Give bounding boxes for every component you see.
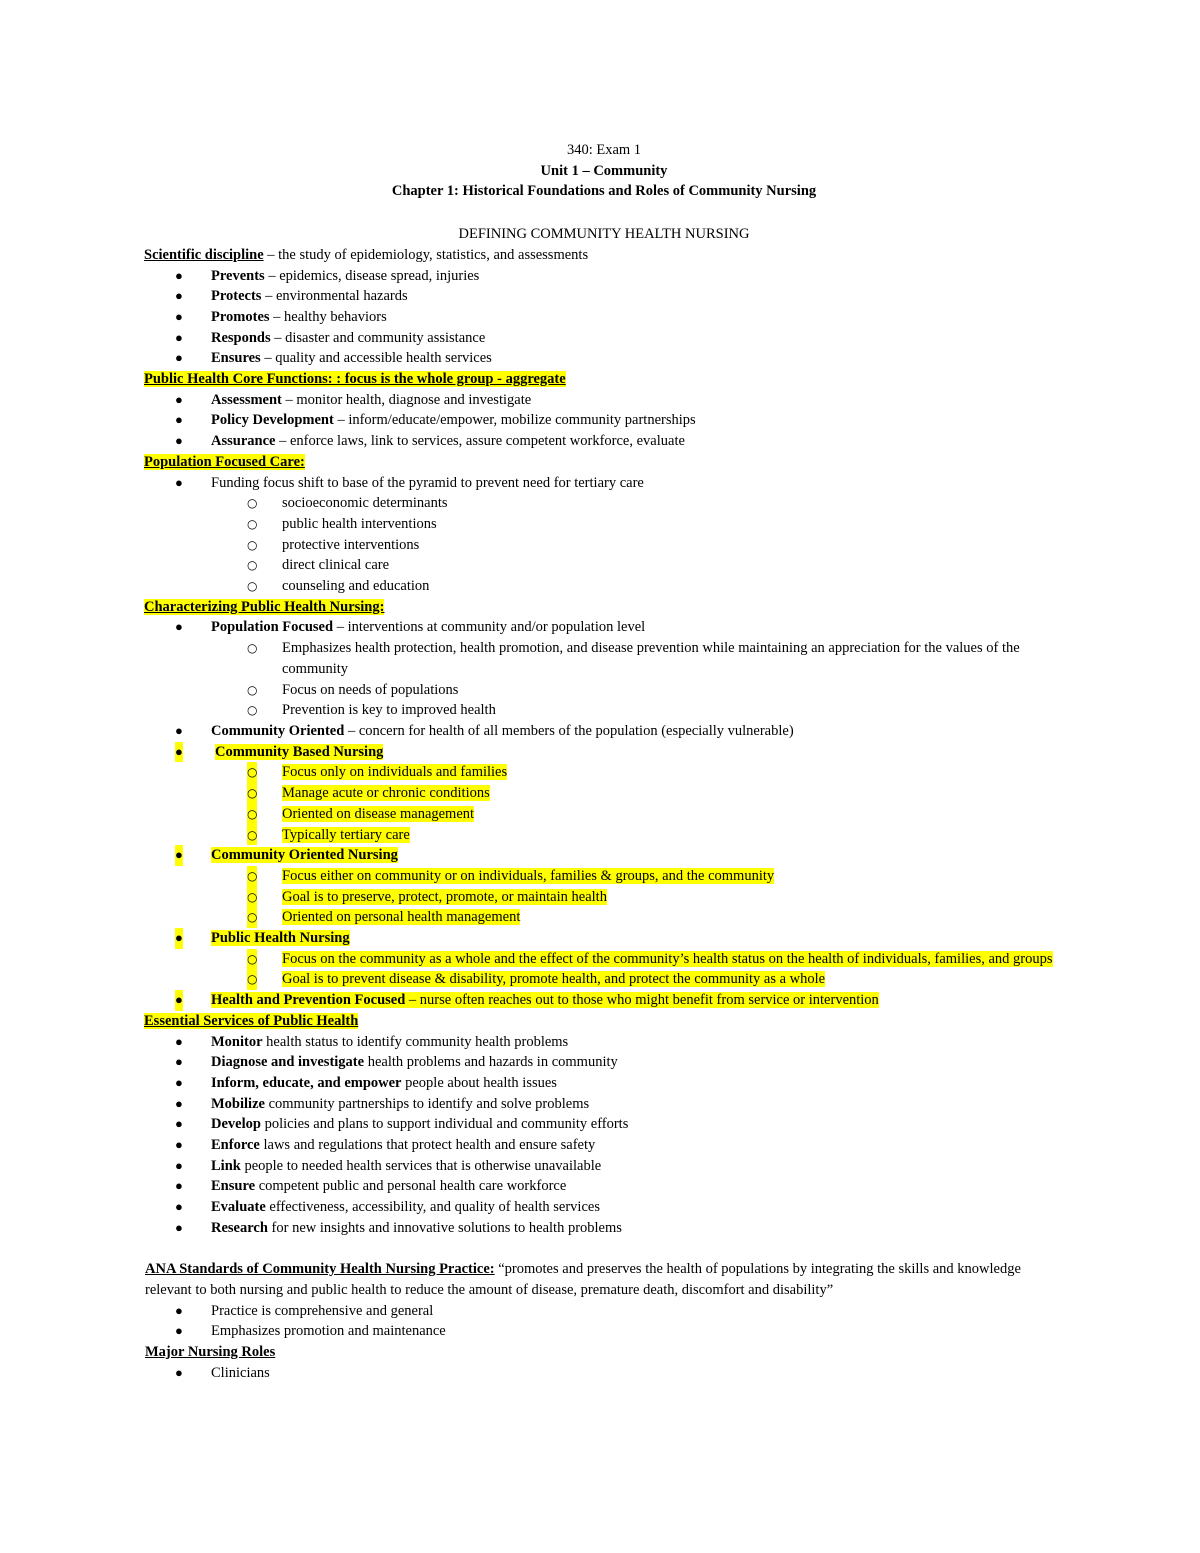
bullet-icon: ●: [175, 990, 183, 1011]
scientific-discipline-label: Scientific discipline: [144, 246, 264, 263]
circle-bullet-icon: ○: [247, 579, 258, 594]
list-item-text: policies and plans to support individual and community efforts: [260, 1116, 629, 1133]
circle-bullet-icon: ○: [247, 703, 258, 718]
circle-bullet-icon: ○: [247, 949, 257, 970]
list-item-text: – healthy behaviors: [269, 308, 387, 325]
list-item-text: Clinicians: [211, 1364, 270, 1381]
list-item-text: – nurse often reaches out to those who might benefit from service or intervention: [405, 992, 879, 1009]
chapter-title: Chapter 1: Historical Foundations and Roles of Community Nursing: [391, 183, 817, 200]
sub-list-item-text: Oriented on personal health management: [282, 909, 521, 926]
population-heading-line: [144, 452, 1064, 473]
list-item: [144, 1052, 1064, 1073]
list-item: [144, 266, 1064, 287]
circle-bullet-icon: ○: [247, 641, 258, 656]
sub-list-item: [144, 907, 1064, 928]
sub-list-item: [144, 762, 1064, 783]
bullet-icon: ●: [175, 1137, 183, 1153]
sub-list-item-text: Oriented on disease management: [282, 805, 475, 822]
circle-bullet-icon: ○: [247, 969, 257, 990]
list-item: [144, 307, 1064, 328]
list-item-term: Inform, educate, and empower: [211, 1074, 402, 1091]
list-item: [144, 617, 1064, 638]
list-item: [144, 1073, 1064, 1094]
sub-list-item-text: Focus on the community as a whole and the effect of the community’s health status on the health of individuals, families, and groups: [282, 950, 1053, 967]
list-item: [144, 1197, 1064, 1218]
sub-list-item-text: Goal is to prevent disease & disability, promote health, and protect the community as a whole: [282, 971, 826, 988]
sub-list-item-text: direct clinical care: [282, 557, 390, 574]
list-item-term: Community Based Nursing: [215, 743, 384, 760]
list-item-term: Responds: [211, 329, 271, 346]
list-item-term: Prevents: [211, 267, 265, 284]
sub-list-item-text: Manage acute or chronic conditions: [282, 785, 490, 802]
sub-list-item: [144, 804, 1064, 825]
characterizing-heading-line: [144, 597, 1064, 618]
sub-list-item-text: Emphasizes health protection, health promotion, and disease prevention while maintaining an appreciation for the values of the community: [282, 640, 1020, 677]
bullet-icon: ●: [175, 267, 183, 283]
bullet-icon: ●: [175, 474, 183, 490]
essential-heading-line: [144, 1011, 1064, 1032]
list-item: [144, 742, 1064, 763]
sub-list-item: [144, 535, 1064, 556]
list-item: [144, 328, 1064, 349]
bullet-icon: ●: [175, 350, 183, 366]
bullet-icon: ●: [175, 1054, 183, 1070]
bullet-icon: ●: [175, 412, 183, 428]
list-item-term: Population Focused: [211, 619, 334, 636]
sub-list-item: [144, 555, 1064, 576]
circle-bullet-icon: ○: [247, 537, 258, 552]
list-item-text: effectiveness, accessibility, and quality of health services: [265, 1199, 600, 1216]
list-item-text: – disaster and community assistance: [270, 329, 486, 346]
bullet-icon: ●: [175, 1033, 183, 1049]
list-item-term: Public Health Nursing: [211, 930, 350, 947]
list-item-term: Ensure: [211, 1178, 256, 1195]
roles-heading: Major Nursing Roles: [145, 1344, 276, 1361]
circle-bullet-icon: ○: [247, 887, 257, 908]
bullet-icon: ●: [175, 1116, 183, 1132]
characterizing-heading: Characterizing Public Health Nursing:: [144, 598, 385, 615]
bullet-icon: ●: [175, 928, 183, 949]
list-item-text: competent public and personal health care workforce: [255, 1178, 567, 1195]
list-item-text: community partnerships to identify and solve problems: [264, 1095, 590, 1112]
scientific-discipline-line: [144, 245, 1064, 266]
bullet-icon: ●: [175, 1219, 183, 1235]
list-item: [144, 1218, 1064, 1239]
bullet-icon: ●: [175, 1157, 183, 1173]
sub-list-item: [144, 783, 1064, 804]
sub-list-item-text: Typically tertiary care: [282, 826, 410, 843]
list-item-term: Assessment: [211, 391, 282, 408]
bullet-icon: ●: [175, 845, 183, 866]
sub-list-item: [144, 638, 1064, 679]
ana-heading: ANA Standards of Community Health Nursing Practice:: [145, 1261, 495, 1278]
sub-list-item: [144, 700, 1064, 721]
list-item: [144, 1135, 1064, 1156]
list-item: [144, 348, 1064, 369]
bullet-icon: ●: [175, 1364, 183, 1380]
list-item-text: – concern for health of all members of the population (especially vulnerable): [344, 722, 794, 739]
bullet-icon: ●: [175, 1178, 183, 1194]
sub-list-item: [144, 969, 1064, 990]
sub-list-item: [144, 825, 1064, 846]
list-item: [144, 390, 1064, 411]
circle-bullet-icon: ○: [247, 825, 257, 846]
bullet-icon: ●: [175, 308, 183, 324]
bullet-icon: ●: [175, 1199, 183, 1215]
list-item-term: Link: [211, 1157, 241, 1174]
list-item: [144, 1321, 1064, 1342]
bullet-icon: ●: [175, 329, 183, 345]
ana-paragraph: [144, 1259, 1064, 1300]
list-item-term: Health and Prevention Focused: [211, 992, 406, 1009]
sub-list-item: [144, 514, 1064, 535]
list-item-text: health problems and hazards in community: [364, 1054, 618, 1071]
sub-list-item: [144, 949, 1064, 970]
list-item-text: laws and regulations that protect health and ensure safety: [259, 1137, 596, 1154]
list-item-text: – inform/educate/empower, mobilize community partnerships: [333, 412, 696, 429]
list-item: [144, 473, 1064, 494]
circle-bullet-icon: ○: [247, 682, 258, 697]
list-item-term: Assurance: [211, 433, 276, 450]
course-title: 340: Exam 1: [566, 142, 642, 158]
bullet-icon: ●: [175, 619, 183, 635]
core-functions-heading-line: [144, 369, 1064, 390]
list-item-term: Community Oriented Nursing: [211, 847, 398, 864]
list-item: [144, 410, 1064, 431]
list-item-text: people to needed health services that is otherwise unavailable: [240, 1157, 602, 1174]
list-item-text: people about health issues: [401, 1074, 557, 1091]
bullet-icon: ●: [175, 1302, 183, 1318]
bullet-icon: ●: [175, 742, 183, 763]
list-item-term: Policy Development: [211, 412, 334, 429]
circle-bullet-icon: ○: [247, 907, 257, 928]
list-item-term: Monitor: [211, 1033, 263, 1050]
list-item: [144, 721, 1064, 742]
bullet-icon: ●: [175, 391, 183, 407]
circle-bullet-icon: ○: [247, 496, 258, 511]
list-item-term: Research: [211, 1219, 268, 1236]
list-item-term: Promotes: [211, 308, 270, 325]
list-item-text: – epidemics, disease spread, injuries: [264, 267, 480, 284]
circle-bullet-icon: ○: [247, 866, 257, 887]
list-item-term: Community Oriented: [211, 722, 345, 739]
sub-list-item-text: public health interventions: [282, 515, 437, 532]
sub-list-item-text: Prevention is key to improved health: [282, 702, 496, 719]
sub-list-item-text: Focus only on individuals and families: [282, 764, 508, 781]
list-item: [144, 431, 1064, 452]
list-item: [144, 1176, 1064, 1197]
bullet-icon: ●: [175, 288, 183, 304]
core-functions-heading: Public Health Core Functions: : focus is the whole group - aggregate: [144, 371, 566, 388]
list-item-term: Evaluate: [211, 1199, 266, 1216]
list-item-term: Ensures: [211, 350, 261, 367]
list-item-term: Enforce: [211, 1137, 260, 1154]
scientific-discipline-text: – the study of epidemiology, statistics, and assessments: [263, 246, 589, 263]
list-item-term: Develop: [211, 1116, 261, 1133]
list-item: [144, 1156, 1064, 1177]
list-item: [144, 928, 1064, 949]
unit-title: Unit 1 – Community: [540, 162, 668, 179]
sub-list-item-text: socioeconomic determinants: [282, 495, 448, 512]
essential-heading: Essential Services of Public Health: [144, 1012, 359, 1029]
list-item: [144, 1094, 1064, 1115]
roles-heading-line: [144, 1342, 1064, 1363]
sub-list-item: [144, 866, 1064, 887]
list-item-text: Practice is comprehensive and general: [211, 1302, 434, 1319]
list-item: [144, 990, 1064, 1011]
list-item-text: – quality and accessible health services: [260, 350, 492, 367]
sub-list-item-text: Focus on needs of populations: [282, 681, 459, 698]
bullet-icon: ●: [175, 1323, 183, 1339]
population-heading: Population Focused Care:: [144, 453, 305, 470]
sub-list-item-text: Goal is to preserve, protect, promote, or maintain health: [282, 888, 607, 905]
document-content: [144, 140, 1064, 1383]
circle-bullet-icon: ○: [247, 558, 258, 573]
section-title: DEFINING COMMUNITY HEALTH NURSING: [458, 226, 750, 243]
list-item-text: Funding focus shift to base of the pyramid to prevent need for tertiary care: [211, 474, 644, 491]
sub-list-item: [144, 887, 1064, 908]
list-item-text: – enforce laws, link to services, assure competent workforce, evaluate: [275, 433, 685, 450]
circle-bullet-icon: ○: [247, 762, 257, 783]
ana-quote: “promotes and preserves the health of populations by integrating the skills and knowledge relevant to both nursing and public health to reduce the amount of disease, premature death, discomfort and disability”: [145, 1261, 1021, 1298]
bullet-icon: ●: [175, 722, 183, 738]
list-item-text: – environmental hazards: [261, 288, 408, 305]
list-item: [144, 845, 1064, 866]
list-item: [144, 1032, 1064, 1053]
list-item-text: health status to identify community health problems: [262, 1033, 569, 1050]
bullet-icon: ●: [175, 1095, 183, 1111]
list-item: [144, 1114, 1064, 1135]
bullet-icon: ●: [175, 1074, 183, 1090]
sub-list-item-text: Focus either on community or on individuals, families & groups, and the community: [282, 867, 775, 884]
list-item-term: Mobilize: [211, 1095, 265, 1112]
bullet-icon: ●: [175, 433, 183, 449]
sub-list-item: [144, 576, 1064, 597]
circle-bullet-icon: ○: [247, 783, 257, 804]
list-item: [144, 1363, 1064, 1384]
circle-bullet-icon: ○: [247, 516, 258, 531]
list-item: [144, 286, 1064, 307]
sub-list-item: [144, 680, 1064, 701]
circle-bullet-icon: ○: [247, 804, 257, 825]
list-item-term: Diagnose and investigate: [211, 1054, 365, 1071]
list-item-term: Protects: [211, 288, 262, 305]
sub-list-item: [144, 493, 1064, 514]
sub-list-item-text: protective interventions: [282, 536, 420, 553]
list-item: [144, 1301, 1064, 1322]
sub-list-item-text: counseling and education: [282, 578, 430, 595]
list-item-text: – interventions at community and/or population level: [333, 619, 646, 636]
list-item-text: for new insights and innovative solutions to health problems: [267, 1219, 622, 1236]
list-item-text: Emphasizes promotion and maintenance: [211, 1323, 446, 1340]
list-item-text: – monitor health, diagnose and investigate: [281, 391, 532, 408]
